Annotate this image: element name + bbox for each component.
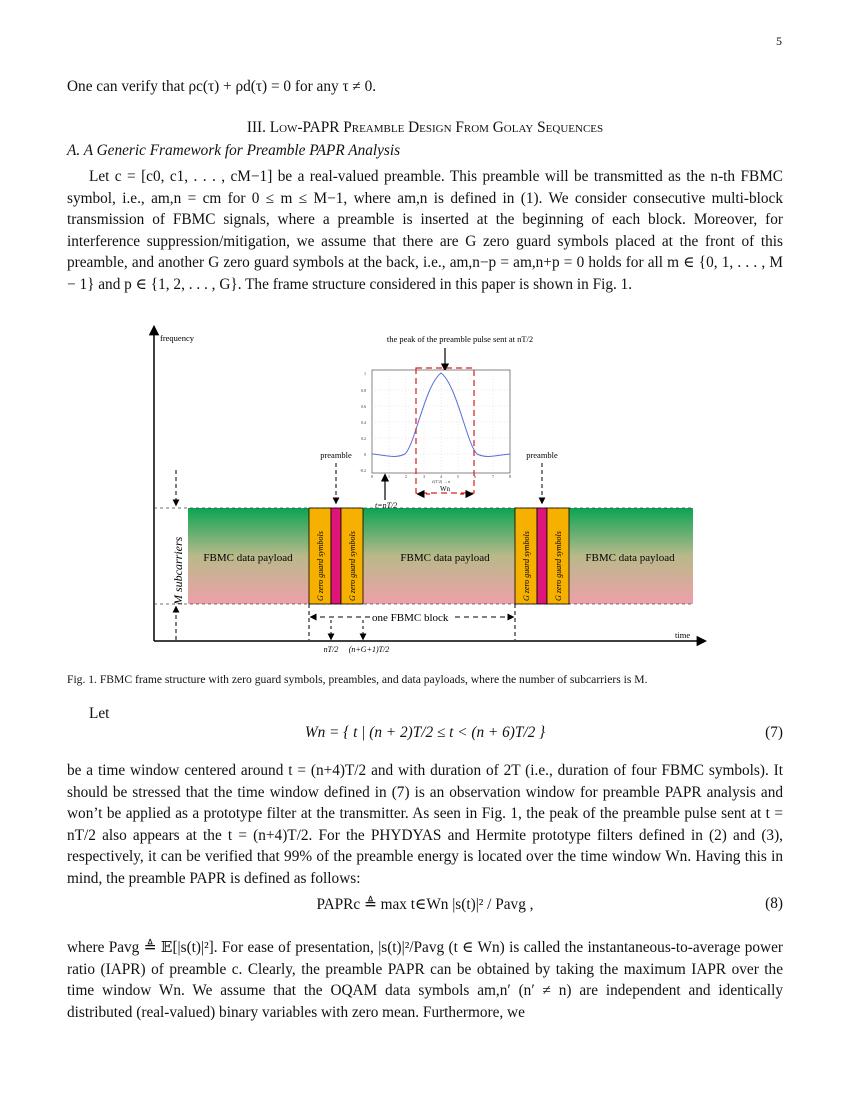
guard-label-3: G zero guard symbols (522, 531, 531, 601)
inset-xtick-0: 0 (371, 474, 373, 479)
frequency-label: frequency (160, 333, 194, 343)
inset-ytick-4: 0.2 (361, 436, 366, 441)
paragraph-3: where Pavg ≜ 𝔼[|s(t)|²]. For ease of presentation, |s(t)|²/Pavg (t ∈ Wn) is called the instantaneous-to-average power ratio (IAPR) of preamble c. Clearly, the preamble PAPR can be obtained by taking the maximum IAPR over the time window Wn. We assume that the OQAM data symbols am,n′ (n′ ≠ n) are independent and identically distributed (real-valued) binary variables with zero mean. Furthermore, we (67, 939, 783, 1021)
equation-7-body: Wn = { t | (n + 2)T/2 ≤ t < (n + 6)T/2 } (304, 724, 546, 741)
time-label: time (675, 630, 691, 640)
intro-line: One can verify that ρc(τ) + ρd(τ) = 0 for any τ ≠ 0. (67, 78, 377, 95)
guard-label-2: G zero guard symbols (348, 531, 357, 601)
inset-pulse-plot (360, 368, 511, 494)
peak-label: the peak of the preamble pulse sent at nT/2 (386, 334, 534, 344)
subcarriers-label: M subcarriers (171, 536, 185, 605)
page-number: 5 (776, 34, 782, 48)
inset-xtick-5: 5 (457, 474, 459, 479)
inset-xlabel: t/(T/2) → n (431, 479, 451, 484)
equation-8-number: (8) (765, 895, 783, 912)
equation-8 (67, 895, 783, 914)
guard-label-1: G zero guard symbols (316, 531, 325, 601)
section-title (0, 119, 850, 137)
inset-xtick-4: 4 (440, 474, 442, 479)
preamble-label-right: preamble (526, 450, 558, 460)
let-word: Let (89, 705, 110, 722)
inset-xtick-2: 2 (405, 474, 407, 479)
equation-8-body: PAPRc ≜ max t∈Wn |s(t)|² / Pavg , (316, 896, 534, 913)
inset-xtick-8: 8 (509, 474, 511, 479)
preamble-block-1 (331, 508, 341, 604)
payload-label-middle: FBMC data payload (400, 552, 490, 564)
payload-label-left: FBMC data payload (203, 552, 293, 564)
subsection-title: A. A Generic Framework for Preamble PAPR Analysis (67, 142, 401, 159)
inset-xtick-3: 3 (423, 474, 425, 479)
block-label: one FBMC block (372, 612, 449, 624)
inset-ytick-2: 0.6 (361, 404, 366, 409)
tick-nt2: nT/2 (323, 645, 339, 654)
guard-label-4: G zero guard symbols (554, 531, 563, 601)
inset-xtick-7: 7 (492, 474, 494, 479)
inset-ytick-3: 0.4 (361, 420, 366, 425)
inset-ytick-5: 0 (364, 452, 366, 457)
frame-structure-figure (0, 315, 850, 670)
equation-7-number: (7) (765, 724, 783, 741)
preamble-label-left: preamble (320, 450, 352, 460)
preamble-block-2 (537, 508, 547, 604)
payload-label-right: FBMC data payload (585, 552, 675, 564)
tick-ng: (n+G+1)T/2 (348, 645, 390, 654)
section-title-text: III. Low-PAPR Preamble Design From Golay Sequences (246, 119, 604, 136)
t-label: t=nT/2 (375, 501, 398, 510)
paragraph-1: Let c = [c0, c1, . . . , cM−1] be a real-valued preamble. This preamble will be transmitted as the n-th FBMC symbol, i.e., am,n = cm for 0 ≤ m ≤ M−1, where am,n is defined in (1). We consider consecutive multi-block transmission of FBMC signals, where a preamble is inserted at the beginning of each block. Moreover, for interference suppression/mitigation, we assume that there are G zero guard symbols placed at the front of this preamble, and another G zero guard symbols at the back, i.e., am,n−p = am,n+p = 0 holds for all m ∈ {0, 1, . . . , M − 1} and p ∈ {1, 2, . . . , G}. The frame structure considered in this paper is shown in Fig. 1. (67, 168, 783, 293)
figure-caption: Fig. 1. FBMC frame structure with zero guard symbols, preambles, and data payloads, where the number of subcarriers is M. (67, 673, 648, 686)
paragraph-2: be a time window centered around t = (n+4)T/2 and with duration of 2T (i.e., duration of four FBMC symbols). It should be stressed that the time window defined in (7) is an observation window for preamble PAPR analysis and won’t be applied as a prototype filter at the transmitter. As seen in Fig. 1, the peak of the preamble pulse sent at t = nT/2 also appears at the t = (n+4)T/2. For the PHYDYAS and Hermite prototype filters defined in (2) and (3), respectively, it can be verified that 99% of the preamble energy is located over the time window Wn. Having this in mind, the preamble PAPR is defined as follows: (67, 762, 783, 887)
window-label: Wn (439, 485, 451, 493)
inset-xtick-6: 6 (474, 474, 476, 479)
inset-ytick-1: 0.8 (361, 388, 366, 393)
inset-ytick-0: 1 (364, 371, 366, 376)
inset-ytick-6: -0.2 (359, 468, 366, 473)
inset-xtick-1: 1 (388, 474, 390, 479)
equation-7 (67, 724, 783, 742)
